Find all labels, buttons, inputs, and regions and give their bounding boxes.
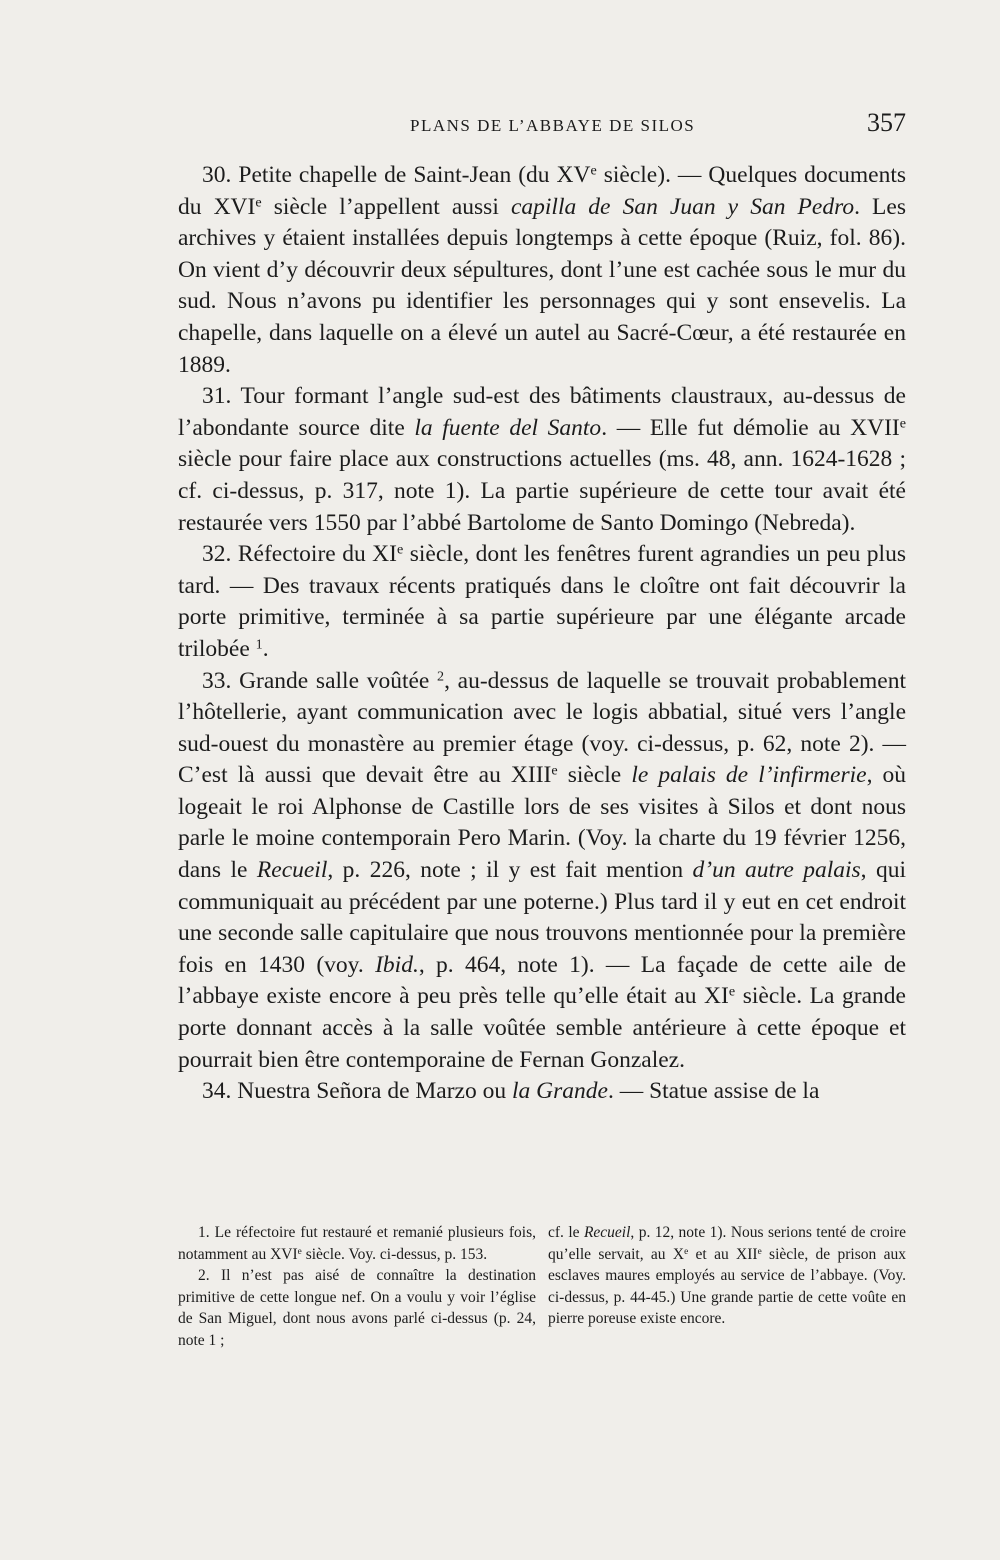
footnote-ref-2: 2 xyxy=(437,667,445,684)
paragraph-34: 34. Nuestra Señora de Marzo ou la Grande. — Statue assise de la xyxy=(202,1078,820,1105)
page-number: 357 xyxy=(867,108,906,137)
footnote-1: 1. Le réfectoire fut restauré et remanié plusieurs fois, notamment au XVIe siècle. Voy. ci-dessus, p. 153. xyxy=(178,1224,536,1263)
footnotes-left-column xyxy=(178,1222,536,1351)
footnote-2: 2. Il n’est pas aisé de connaître la destination primitive de cette longue nef. On a voulu y voir l’église de San Miguel, dont nous avons parlé ci-dessus (p. 24, note 1 ; xyxy=(178,1267,536,1349)
footnotes xyxy=(178,1222,906,1351)
footnote-ref-1: 1 xyxy=(255,636,263,653)
paragraph-30: 30. Petite chapelle de Saint-Jean (du XVe siècle). — Quelques documents du XVIe siècle l’appellent aussi capilla de San Juan y San Pedro. Les archives y étaient installées depuis longtemps à cette époque (Ruiz, fol. 86). On vient d’y découvrir deux sépultures, dont l’une est cachée sous le mur du sud. Nous n’avons pu identifier les personnages qui y sont ensevelis. La chapelle, dans laquelle on a élevé un autel au Sacré-Cœur, a été restaurée en 1889. xyxy=(178,162,906,378)
paragraph-31: 31. Tour formant l’angle sud-est des bâtiments claustraux, au-dessus de l’abondante source dite la fuente del Santo. — Elle fut démolie au XVIIe siècle pour faire place aux constructions actuelles (ms. 48, ann. 1624-1628 ; cf. ci-dessus, p. 317, note 1). La partie supérieure de cette tour avait été restaurée vers 1550 par l’abbé Bartolome de Santo Domingo (Nebreda). xyxy=(178,383,906,536)
running-title: PLANS DE L’ABBAYE DE SILOS xyxy=(410,116,696,135)
page-header xyxy=(178,108,906,144)
main-text xyxy=(178,160,906,1108)
footnote-2-continued: cf. le Recueil, p. 12, note 1). Nous serions tenté de croire qu’elle servait, au Xe et au XIIe siècle, de prison aux esclaves maures employés au service de l’abbaye. (Voy. ci-dessus, p. 44-45.) Une grande partie de cette voûte en pierre poreuse existe encore. xyxy=(548,1224,906,1327)
footnotes-right-column xyxy=(548,1222,906,1351)
paragraph-32: 32. Réfectoire du XIe siècle, dont les fenêtres furent agrandies un peu plus tard. — Des travaux récents pratiqués dans le cloître ont fait découvrir la porte primitive, terminée à sa partie supérieure par une élégante arcade trilobée $^1$. xyxy=(178,541,906,662)
paragraph-33: 33. Grande salle voûtée $^2$, au-dessus de laquelle se trouvait probablement l’hôtellerie, ayant communication avec le logis abbatial, situé vers l’angle sud-ouest du monastère au premier étage (voy. ci-dessus, p. 62, note 2). — C’est là aussi que devait être au XIIIe siècle le palais de l’infirmerie, où logeait le roi Alphonse de Castille lors de ses visites à Silos et dont nous parle le moine contemporain Pero Marin. (Voy. la charte du 19 février 1256, dans le Recueil, p. 226, note ; il y est fait mention d’un autre palais, qui communiquait au précédent par une poterne.) Plus tard il y eut en cet endroit une seconde salle capitulaire que nous trouvons mentionnée pour la première fois en 1430 (voy. Ibid., p. 464, note 1). — La façade de cette aile de l’abbaye existe encore à peu près telle qu’elle était au XIe siècle. La grande porte donnant accès à la salle voûtée semble antérieure à cette époque et pourrait bien être contemporaine de Fernan Gonzalez. xyxy=(178,667,907,1073)
